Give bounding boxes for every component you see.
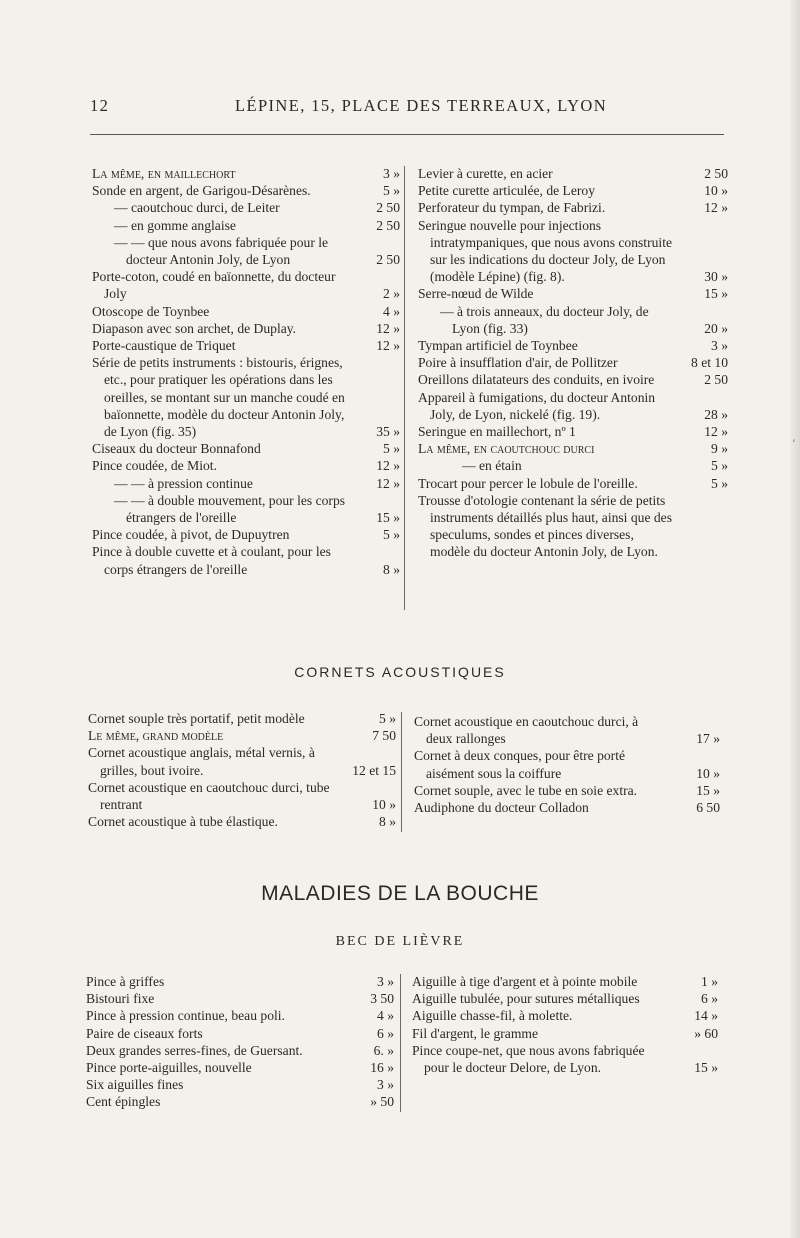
entry-price: 2 50 xyxy=(704,166,728,181)
entry-text: — — à pression continue xyxy=(114,475,253,491)
catalog-entry xyxy=(92,354,400,440)
entry-text: Seringue en maillechort, nº 1 xyxy=(418,424,576,440)
entry-text: Aiguille tubulée, pour sutures métalliques xyxy=(412,991,640,1007)
catalog-entry xyxy=(418,389,728,423)
entry-text: Ciseaux du docteur Bonnafond xyxy=(92,441,261,457)
entry-text: Aiguille à tige d'argent et à pointe mobile xyxy=(412,974,638,989)
entry-price: 3 » xyxy=(377,974,394,989)
catalog-entry xyxy=(92,475,400,492)
catalog-entry xyxy=(86,973,394,990)
catalog-entry xyxy=(412,973,718,990)
entry-price: 16 » xyxy=(370,1060,394,1076)
catalog-entry xyxy=(418,217,728,286)
catalog-entry xyxy=(418,457,728,474)
entry-price: » 60 xyxy=(694,1025,718,1041)
section3-right-column xyxy=(412,973,718,1076)
entry-price: 8 et 10 xyxy=(691,355,728,371)
entry-text: Cornet souple très portatif, petit modèle xyxy=(88,711,305,726)
entry-price: 1 » xyxy=(701,974,718,989)
catalog-entry xyxy=(414,782,720,799)
entry-text: — caoutchouc durci, de Leiter xyxy=(114,200,280,216)
entry-price: 17 » xyxy=(696,731,720,747)
page-edge-shadow xyxy=(790,0,800,1238)
catalog-entry xyxy=(414,747,720,781)
entry-price: 5 » xyxy=(383,527,400,543)
entry-text: Six aiguilles fines xyxy=(86,1077,184,1093)
running-header xyxy=(90,96,722,122)
catalog-entry xyxy=(418,423,728,440)
entry-text: Appareil à fumigations, du docteur Antonin Joly, de Lyon, nickelé (fig. 19). xyxy=(418,389,656,422)
entry-text: Trousse d'otologie contenant la série de petits instruments détaillés plus haut, ainsi que des speculums, sondes et pinces diverses, modèle du docteur Antonin Joly, de Lyon. xyxy=(418,492,673,560)
catalog-entry xyxy=(92,199,400,216)
entry-text: Pince coudée, à pivot, de Dupuytren xyxy=(92,527,290,543)
catalog-entry xyxy=(418,199,728,216)
header-rule xyxy=(90,134,724,135)
entry-price: 6. » xyxy=(373,1042,394,1058)
entry-price: 2 50 xyxy=(376,252,400,268)
entry-price: 12 » xyxy=(376,320,400,336)
catalog-entry xyxy=(418,475,728,492)
entry-text: Aiguille chasse-fil, à molette. xyxy=(412,1008,573,1024)
entry-text: Pince à pression continue, beau poli. xyxy=(86,1008,285,1024)
entry-text: — à trois anneaux, du docteur Joly, de Lyon (fig. 33) xyxy=(440,303,649,336)
entry-price: 12 » xyxy=(376,338,400,354)
entry-text: Pince coupe-net, que nous avons fabriquée pour le docteur Delore, de Lyon. xyxy=(412,1042,645,1076)
entry-text: Cornet acoustique à tube élastique. xyxy=(88,814,278,830)
entry-price: 10 » xyxy=(696,765,720,781)
catalog-entry xyxy=(92,165,400,182)
catalog-entry xyxy=(92,492,400,526)
entry-price: 5 » xyxy=(383,441,400,457)
section2-right-column xyxy=(414,713,720,816)
entry-text: Sonde en argent, de Garigou-Désarènes. xyxy=(92,183,311,199)
entry-price: 10 » xyxy=(372,797,396,813)
section1-divider xyxy=(404,166,405,610)
entry-price: 5 » xyxy=(711,475,728,491)
entry-text: Cornet souple, avec le tube en soie extra. xyxy=(414,782,638,798)
catalog-entry xyxy=(92,234,400,268)
catalog-entry xyxy=(88,744,396,778)
entry-price: 12 » xyxy=(376,475,400,491)
entry-text: Oreillons dilatateurs des conduits, en ivoire xyxy=(418,372,655,388)
entry-price: 6 » xyxy=(377,1025,394,1041)
entry-text: Pince coudée, de Miot. xyxy=(92,458,217,474)
catalog-entry xyxy=(92,303,400,320)
entry-text: Fil d'argent, le gramme xyxy=(412,1025,539,1041)
entry-text: — — que nous avons fabriquée pour le docteur Antonin Joly, de Lyon xyxy=(114,234,329,268)
entry-text: Bistouri fixe xyxy=(86,991,155,1007)
entry-text: Pince à double cuvette et à coulant, pour les corps étrangers de l'oreille xyxy=(92,544,331,577)
entry-price: 5 » xyxy=(711,458,728,474)
entry-text: Audiphone du docteur Colladon xyxy=(414,800,589,816)
entry-text: Poire à insufflation d'air, de Pollitzer xyxy=(418,355,618,371)
entry-price: 3 » xyxy=(711,338,728,354)
catalog-entry xyxy=(92,337,400,354)
entry-price: 30 » xyxy=(704,269,728,285)
catalog-entry xyxy=(412,990,718,1007)
catalog-entry xyxy=(86,1042,394,1059)
entry-price: 9 » xyxy=(711,441,728,457)
entry-text: Cornet acoustique en caoutchouc durci, à deux rallonges xyxy=(414,714,639,747)
entry-text: Serre-nœud de Wilde xyxy=(418,286,534,302)
catalog-entry xyxy=(88,727,396,744)
margin-mark: ‘ xyxy=(792,436,796,450)
entry-text: La même, en caoutchouc durci xyxy=(418,441,595,457)
entry-price: 14 » xyxy=(694,1008,718,1024)
entry-price: 15 » xyxy=(696,782,720,798)
entry-price: 2 50 xyxy=(376,200,400,216)
section1-left-column xyxy=(92,165,400,578)
entry-price: 5 » xyxy=(383,183,400,199)
catalog-entry xyxy=(414,799,720,816)
entry-price: 15 » xyxy=(694,1060,718,1076)
entry-text: La même, en maillechort xyxy=(92,166,236,181)
catalog-entry xyxy=(418,285,728,302)
catalog-entry xyxy=(92,182,400,199)
catalog-entry xyxy=(86,990,394,1007)
entry-text: Cornet acoustique anglais, métal vernis, à grilles, bout ivoire. xyxy=(88,745,315,778)
entry-price: 3 » xyxy=(383,166,400,181)
catalog-entry xyxy=(418,492,728,561)
entry-price: 6 50 xyxy=(696,800,720,816)
catalog-entry xyxy=(88,710,396,727)
entry-price: 3 » xyxy=(377,1077,394,1093)
catalog-entry xyxy=(86,1007,394,1024)
entry-price: 2 50 xyxy=(376,217,400,233)
entry-price: 20 » xyxy=(704,320,728,336)
entry-text: Petite curette articulée, de Leroy xyxy=(418,183,596,199)
catalog-entry xyxy=(92,457,400,474)
page-number: 12 xyxy=(90,96,110,115)
entry-text: Le même, grand modèle xyxy=(88,728,224,744)
entry-text: Levier à curette, en acier xyxy=(418,166,553,181)
catalog-entry xyxy=(414,713,720,747)
entry-price: 2 » xyxy=(383,286,400,302)
entry-price: 7 50 xyxy=(372,728,396,744)
catalog-entry xyxy=(418,440,728,457)
entry-price: 12 » xyxy=(704,424,728,440)
entry-price: 15 » xyxy=(376,510,400,526)
catalog-entry xyxy=(418,371,728,388)
entry-price: 10 » xyxy=(704,183,728,199)
catalog-entry xyxy=(418,303,728,337)
catalog-entry xyxy=(86,1059,394,1076)
entry-price: 15 » xyxy=(704,286,728,302)
section2-left-column xyxy=(88,710,396,830)
entry-text: — — à double mouvement, pour les corps étrangers de l'oreille xyxy=(114,492,346,526)
entry-price: 5 » xyxy=(379,711,396,726)
header-title: LÉPINE, 15, PLACE DES TERREAUX, LYON xyxy=(235,96,608,115)
entry-price: 28 » xyxy=(704,406,728,422)
catalog-entry xyxy=(92,268,400,302)
catalog-entry xyxy=(88,813,396,830)
entry-price: 35 » xyxy=(376,424,400,440)
catalog-entry xyxy=(92,320,400,337)
entry-text: Deux grandes serres-fines, de Guersant. xyxy=(86,1042,303,1058)
entry-text: Trocart pour percer le lobule de l'oreille. xyxy=(418,475,638,491)
entry-text: Cornet à deux conques, pour être porté aisément sous la coiffure xyxy=(414,748,626,781)
catalog-entry xyxy=(412,1007,718,1024)
catalog-entry xyxy=(86,1025,394,1042)
catalog-entry xyxy=(86,1076,394,1093)
entry-price: » 50 xyxy=(370,1094,394,1110)
catalog-entry xyxy=(92,526,400,543)
section3-left-column xyxy=(86,973,394,1111)
section-subtitle-bec: BEC DE LIÈVRE xyxy=(335,934,465,949)
entry-price: 3 50 xyxy=(370,991,394,1007)
section-title-maladies: MALADIES DE LA BOUCHE xyxy=(261,882,539,905)
catalog-entry xyxy=(418,354,728,371)
catalog-entry xyxy=(92,217,400,234)
entry-price: 12 » xyxy=(704,200,728,216)
catalog-entry xyxy=(92,440,400,457)
entry-text: Diapason avec son archet, de Duplay. xyxy=(92,320,297,336)
entry-price: 4 » xyxy=(383,303,400,319)
catalog-entry xyxy=(418,182,728,199)
catalog-entry xyxy=(92,543,400,577)
entry-text: — en étain xyxy=(462,458,522,474)
entry-price: 2 50 xyxy=(704,372,728,388)
entry-price: 4 » xyxy=(377,1008,394,1024)
catalog-entry xyxy=(418,165,728,182)
entry-text: Seringue nouvelle pour injections intratympaniques, que nous avons construite sur les indications du docteur Joly, de Lyon (modèle Lépine) (fig. 8). xyxy=(418,217,672,285)
entry-price: 6 » xyxy=(701,991,718,1007)
entry-text: Tympan artificiel de Toynbee xyxy=(418,338,578,354)
catalog-entry xyxy=(412,1025,718,1042)
entry-text: Perforateur du tympan, de Fabrizi. xyxy=(418,200,606,216)
entry-text: Otoscope de Toynbee xyxy=(92,303,210,319)
entry-text: Série de petits instruments : bistouris, érignes, etc., pour pratiquer les opérations dans les oreilles, se montant sur un manche coudé en baïonnette, modèle du docteur Antonin Joly, de Lyon (fig. 35) xyxy=(92,355,345,440)
entry-price: 12 » xyxy=(376,458,400,474)
entry-text: Pince porte-aiguilles, nouvelle xyxy=(86,1060,252,1076)
catalog-entry xyxy=(88,779,396,813)
entry-price: 8 » xyxy=(379,814,396,830)
catalog-entry xyxy=(86,1093,394,1110)
catalog-entry xyxy=(418,337,728,354)
catalog-entry xyxy=(412,1042,718,1076)
entry-text: Pince à griffes xyxy=(86,974,165,989)
section3-divider xyxy=(400,974,401,1112)
entry-text: Cornet acoustique en caoutchouc durci, tube rentrant xyxy=(88,779,330,813)
section-title-cornets: CORNETS ACOUSTIQUES xyxy=(294,664,506,680)
entry-price: 8 » xyxy=(383,561,400,577)
entry-text: Cent épingles xyxy=(86,1094,161,1110)
entry-text: Porte-caustique de Triquet xyxy=(92,338,236,354)
section1-right-column xyxy=(418,165,728,561)
entry-price: 12 et 15 xyxy=(352,762,396,778)
entry-text: Paire de ciseaux forts xyxy=(86,1025,203,1041)
entry-text: Porte-coton, coudé en baïonnette, du docteur Joly xyxy=(92,269,336,302)
entry-text: — en gomme anglaise xyxy=(114,217,236,233)
section2-divider xyxy=(401,712,402,832)
